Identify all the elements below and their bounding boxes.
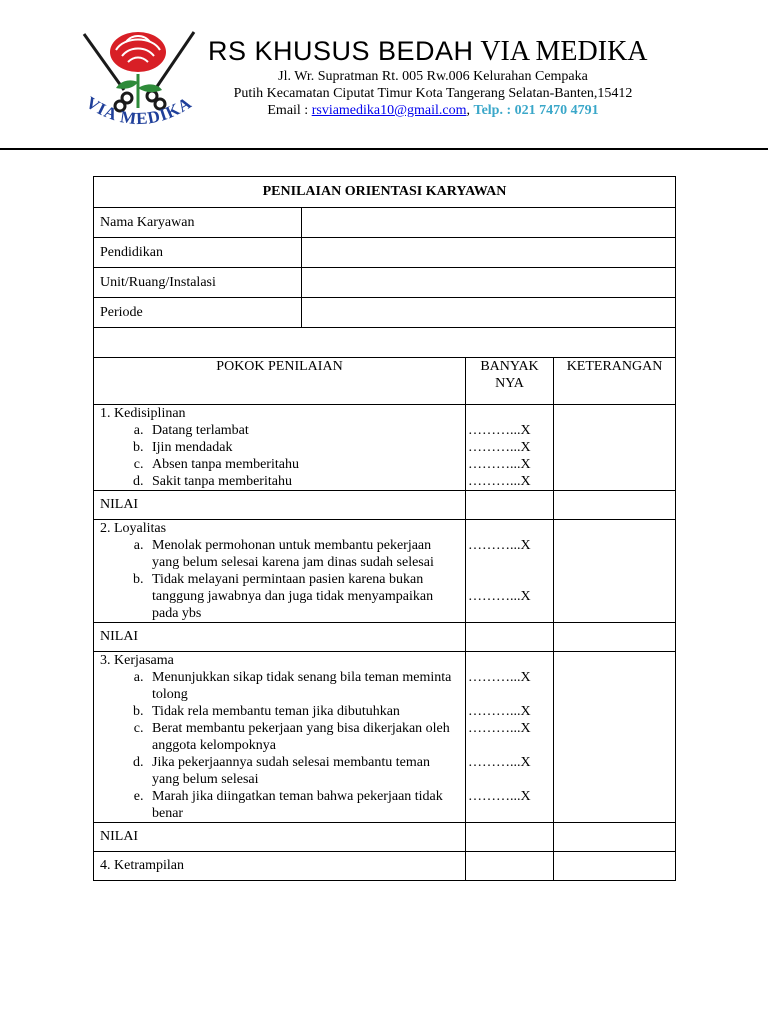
header-divider [0, 148, 768, 150]
list-item: a. Menolak permohonan untuk membantu pekerjaan yang belum selesai karena jam dinas sudah selesai [147, 537, 459, 571]
nilai-label: NILAI [94, 823, 466, 852]
list-item: e. Marah jika diingatkan teman bahwa pekerjaan tidak benar [147, 788, 459, 822]
nilai-value[interactable] [466, 491, 554, 520]
section-kerjasama: 3. Kerjasama a. Menunjukkan sikap tidak senang bila teman meminta tolong b. Tidak rela membantu teman jika dibutuhkan c. Berat membantu pekerjaan yang bisa dikerjakan oleh anggota kelompoknya d. Jika pekerjaannya sudah selesai membantu teman yang belum selesai e. Marah jika diingatkan teman bahwa pekerjaan tidak benar [94, 652, 466, 823]
list-item: a. Menunjukkan sikap tidak senang bila teman meminta tolong [147, 669, 459, 703]
label-nama-karyawan: Nama Karyawan [94, 208, 302, 238]
address-line-1: Jl. Wr. Supratman Rt. 005 Rw.006 Kelurahan Cempaka [278, 69, 588, 84]
keterangan-loyalitas[interactable] [554, 520, 676, 623]
contact-line: Email : rsviamedika10@gmail.com, Telp. : 021 7470 4791 [267, 103, 599, 118]
tally-loyalitas[interactable]: ………...X ………...X [466, 520, 554, 623]
section-ketrampilan: 4. Ketrampilan [94, 852, 466, 881]
list-item: c. Absen tanpa memberitahu [147, 456, 459, 473]
address-line-2: Putih Kecamatan Ciputat Timur Kota Tangerang Selatan-Banten,15412 [233, 86, 633, 101]
list-item: d. Sakit tanpa memberitahu [147, 473, 459, 490]
nilai-label: NILAI [94, 491, 466, 520]
section-loyalitas: 2. Loyalitas a. Menolak permohonan untuk membantu pekerjaan yang belum selesai karena jam dinas sudah selesai b. Tidak melayani permintaan pasien karena bukan tanggung jawabnya dan juga tidak menyampaikan pada ybs [94, 520, 466, 623]
keterangan-ketrampilan[interactable] [554, 852, 676, 881]
telephone: Telp. : 021 7470 4791 [473, 103, 599, 118]
hospital-name: RS KHUSUS BEDAH VIA MEDIKA [208, 36, 648, 67]
nilai-value[interactable] [466, 823, 554, 852]
section-kedisiplinan: 1. Kedisiplinan a. Datang terlambat b. Ijin mendadak c. Absen tanpa memberitahu d. Sakit tanpa memberitahu [94, 405, 466, 491]
hospital-logo [76, 22, 202, 140]
evaluation-form-table [93, 176, 676, 881]
tally-kedisiplinan[interactable]: ………...X ………...X ………...X ………...X [466, 405, 554, 491]
label-unit: Unit/Ruang/Instalasi [94, 268, 302, 298]
nilai-label: NILAI [94, 623, 466, 652]
input-pendidikan[interactable] [302, 238, 676, 268]
list-item: b. Tidak rela membantu teman jika dibutuhkan [147, 703, 459, 720]
list-item: b. Tidak melayani permintaan pasien karena bukan tanggung jawabnya dan juga tidak menyampaikan pada ybs [147, 571, 459, 622]
keterangan-kedisiplinan[interactable] [554, 405, 676, 491]
nilai-value[interactable] [466, 623, 554, 652]
input-unit[interactable] [302, 268, 676, 298]
rose-icon [110, 32, 166, 72]
list-item: c. Berat membantu pekerjaan yang bisa dikerjakan oleh anggota kelompoknya [147, 720, 459, 754]
nilai-keterangan[interactable] [554, 491, 676, 520]
label-pendidikan: Pendidikan [94, 238, 302, 268]
input-periode[interactable] [302, 298, 676, 328]
list-item: d. Jika pekerjaannya sudah selesai membantu teman yang belum selesai [147, 754, 459, 788]
email-link[interactable]: rsviamedika10@gmail.com [311, 103, 467, 118]
label-periode: Periode [94, 298, 302, 328]
logo-text: VIA MEDIKA [82, 92, 196, 129]
list-item: a. Datang terlambat [147, 422, 459, 439]
keterangan-kerjasama[interactable] [554, 652, 676, 823]
form-title: PENILAIAN ORIENTASI KARYAWAN [94, 177, 676, 208]
list-item: b. Ijin mendadak [147, 439, 459, 456]
header-pokok-penilaian: POKOK PENILAIAN [94, 358, 466, 405]
nilai-keterangan[interactable] [554, 623, 676, 652]
input-nama-karyawan[interactable] [302, 208, 676, 238]
header-banyaknya: BANYAK NYA [466, 358, 554, 405]
tally-kerjasama[interactable]: ………...X ………...X ………...X ………...X ………...X [466, 652, 554, 823]
blank-row [94, 328, 676, 358]
header-keterangan: KETERANGAN [554, 358, 676, 405]
tally-ketrampilan[interactable] [466, 852, 554, 881]
nilai-keterangan[interactable] [554, 823, 676, 852]
